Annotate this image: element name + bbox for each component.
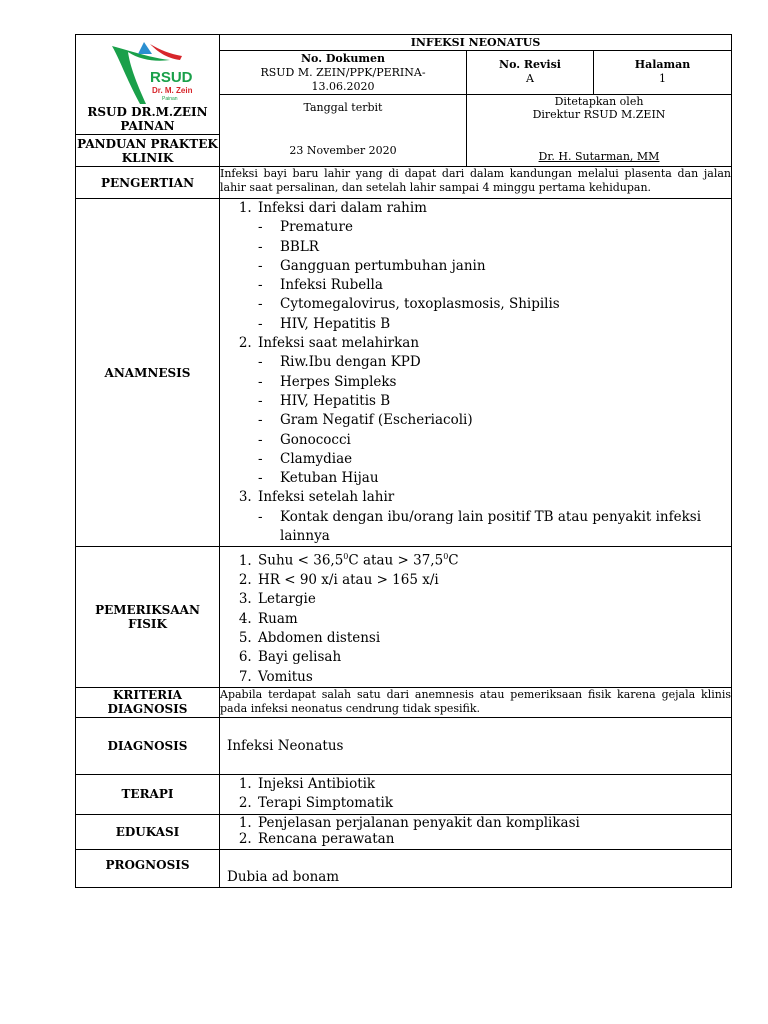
anamnesis-sublist <box>258 508 731 547</box>
list-item: 4. Ruam <box>256 610 731 629</box>
terapi-content <box>220 774 732 814</box>
list-item: - Herpes Simpleks <box>280 373 731 392</box>
list-item: - Gangguan pertumbuhan janin <box>280 257 731 276</box>
anamnesis-group <box>256 488 731 546</box>
list-item: - Riw.Ibu dengan KPD <box>280 353 731 372</box>
list-item: 2. Terapi Simptomatik <box>256 794 731 813</box>
doc-number-value: RSUD M. ZEIN/PPK/PERINA-13.06.2020 <box>260 66 426 93</box>
prognosis-label: PROGNOSIS <box>76 849 220 887</box>
list-item <box>256 547 731 571</box>
suhu-degree-2: 0 <box>443 552 449 562</box>
pengertian-text: Infeksi bayi baru lahir yang di dapat dari dalam kandungan melalui plasenta dan jalan lahir saat persalinan, dan setelah lahir sampai 4 minggu pertama kehidupan. <box>220 167 732 199</box>
kriteria-text: Apabila terdapat salah satu dari anemnesis atau pemeriksaan fisik karena gejala klinis pada infeksi neonatus cendrung tidak spesifik. <box>220 687 732 717</box>
list-item: - Kontak dengan ibu/orang lain positif TB atau penyakit infeksi lainnya <box>280 508 731 547</box>
diagnosis-label: DIAGNOSIS <box>76 717 220 774</box>
list-item: 2. Rencana perawatan <box>256 831 731 848</box>
approval-cell <box>467 95 732 167</box>
doc-number-label: No. Dokumen <box>301 52 385 65</box>
anamnesis-group <box>256 334 731 488</box>
list-item: 2. HR < 90 x/i atau > 165 x/i <box>256 571 731 590</box>
org-name: RSUD DR.M.ZEIN PAINAN <box>87 105 208 133</box>
anamnesis-content <box>220 199 732 547</box>
logo-sub-text: Dr. M. Zein <box>152 86 193 95</box>
list-item: - Gonococci <box>280 431 731 450</box>
pemeriksaan-content <box>220 547 732 688</box>
edukasi-content <box>220 814 732 849</box>
list-item: 7. Vomitus <box>256 668 731 687</box>
list-item: 5. Abdomen distensi <box>256 629 731 648</box>
revision-label: No. Revisi <box>499 58 561 71</box>
suhu-mid: C atau > 37,5 <box>348 552 444 569</box>
doc-title: INFEKSI NEONATUS <box>220 35 732 51</box>
revision-cell <box>467 51 594 95</box>
list-item: - Premature <box>280 218 731 237</box>
anamnesis-label: ANAMNESIS <box>76 199 220 547</box>
approved-label-2: Direktur RSUD M.ZEIN <box>532 108 666 121</box>
edukasi-label: EDUKASI <box>76 814 220 849</box>
rsud-logo <box>106 38 193 108</box>
approved-label-1: Ditetapkan oleh <box>554 95 644 108</box>
suhu-degree: 0 <box>343 552 349 562</box>
anamnesis-group <box>256 199 731 334</box>
doc-number-cell <box>220 51 467 95</box>
page-value: 1 <box>659 72 666 85</box>
issue-label: Tanggal terbit <box>303 101 383 114</box>
list-item: - Infeksi Rubella <box>280 276 731 295</box>
list-item: 3. Letargie <box>256 590 731 609</box>
issue-date: 23 November 2020 <box>289 144 397 157</box>
pemeriksaan-list <box>220 547 731 687</box>
list-item: 6. Bayi gelisah <box>256 648 731 667</box>
list-item: - Gram Negatif (Escheriacoli) <box>280 411 731 430</box>
anamnesis-sublist <box>258 353 731 488</box>
terapi-list <box>220 775 731 814</box>
diagnosis-text: Infeksi Neonatus <box>220 717 732 774</box>
approved-name: Dr. H. Sutarman, MM <box>538 150 660 163</box>
revision-value: A <box>526 72 534 85</box>
header-logo-cell <box>76 35 220 135</box>
pengertian-label: PENGERTIAN <box>76 167 220 199</box>
anamnesis-group-title: Infeksi dari dalam rahim <box>258 200 427 216</box>
suhu-prefix: Suhu < 36,5 <box>258 552 344 569</box>
pemeriksaan-label: PEMERIKSAAN FISIK <box>76 547 220 688</box>
logo-blue-triangle <box>138 42 152 54</box>
list-item: - HIV, Hepatitis B <box>280 392 731 411</box>
page-cell <box>594 51 732 95</box>
guide-label: PANDUAN PRAKTEK KLINIK <box>77 136 218 165</box>
list-item: - Clamydiae <box>280 450 731 469</box>
kriteria-label: KRITERIA DIAGNOSIS <box>76 687 220 717</box>
logo-place-text: Painan <box>162 96 178 102</box>
list-item: - Ketuban Hijau <box>280 469 731 488</box>
edukasi-list <box>220 815 731 848</box>
ppk-table <box>75 34 732 888</box>
anamnesis-sublist <box>258 218 731 334</box>
anamnesis-group-title: Infeksi saat melahirkan <box>258 335 420 352</box>
anamnesis-list <box>220 199 731 546</box>
terapi-label: TERAPI <box>76 774 220 814</box>
prognosis-text: Dubia ad bonam <box>220 849 732 887</box>
ppk-document <box>75 34 731 888</box>
list-item: - Cytomegalovirus, toxoplasmosis, Shipilis <box>280 295 731 314</box>
suhu-suffix: C <box>448 552 459 569</box>
list-item: 1. Injeksi Antibiotik <box>256 775 731 794</box>
logo-rsud-text: RSUD <box>150 69 193 86</box>
list-item: 1. Penjelasan perjalanan penyakit dan komplikasi <box>256 815 731 832</box>
page-label: Halaman <box>634 58 691 71</box>
list-item: - BBLR <box>280 238 731 257</box>
list-item: - HIV, Hepatitis B <box>280 315 731 334</box>
anamnesis-group-title: Infeksi setelah lahir <box>258 489 395 506</box>
issue-cell <box>220 95 467 167</box>
